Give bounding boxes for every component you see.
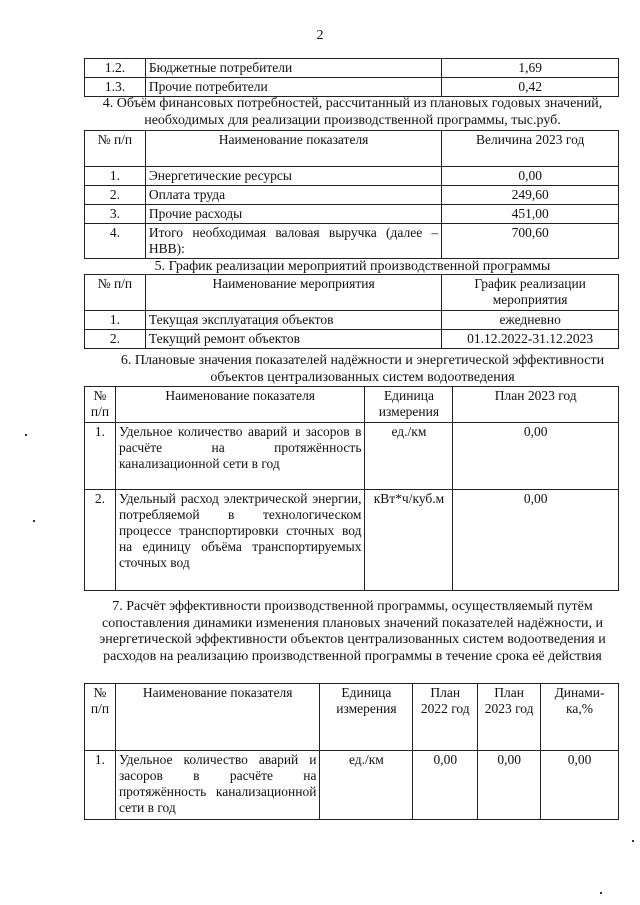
row-plan: 0,00 [453,423,619,490]
row-value: 249,60 [442,186,619,205]
header-unit: Единица измерения [320,684,413,751]
row-name: Удельное количество аварий и засоров в расчёте на протяжённость канализационной сети в год [115,751,320,820]
header-plan: План 2023 год [453,387,619,423]
header-name: Наименование показателя [115,684,320,751]
row-plan2023: 0,00 [478,751,541,820]
header-plan2022: План 2022 год [413,684,478,751]
table-row [85,751,619,820]
row-unit: кВт*ч/куб.м [365,490,453,591]
row-num: 2. [85,186,146,205]
table-row [85,311,619,330]
row-num: 2. [85,490,116,591]
row-num: 4. [85,224,146,259]
table-header-row [85,275,619,311]
header-num: № п/п [85,684,116,751]
table-row [85,78,619,97]
row-plan: 0,00 [453,490,619,591]
table-top [84,58,619,97]
row-name: Текущая эксплуатация объектов [145,311,441,330]
row-schedule: ежедневно [442,311,619,330]
header-name: Наименование показателя [115,387,365,423]
row-name: Прочие расходы [145,205,441,224]
table-row [85,423,619,490]
table-section7 [84,683,619,820]
section4-heading: 4. Объём финансовых потребностей, рассчитанный из плановых годовых значений, необходимых для реализации производственной программы, тыс.руб. [102,96,603,128]
row-num: 2. [85,330,146,349]
row-num: 1.3. [85,78,146,97]
header-num: № п/п [85,275,146,311]
header-value: Величина 2023 год [442,131,619,167]
row-value: 451,00 [442,205,619,224]
header-name: Наименование показателя [145,131,441,167]
row-name: Бюджетные потребители [145,59,441,78]
header-dynamics: Динами-ка,% [541,684,619,751]
table-row [85,330,619,349]
row-value: 1,69 [442,59,619,78]
header-num: № п/п [85,387,116,423]
row-num: 1. [85,751,116,820]
scan-mark [25,434,27,436]
row-unit: ед./км [320,751,413,820]
page-number: 2 [316,28,324,43]
table-row [85,205,619,224]
row-value: 0,42 [442,78,619,97]
header-num: № п/п [85,131,146,167]
row-name: Оплата труда [145,186,441,205]
row-value: 0,00 [442,167,619,186]
header-unit: Единица измерения [365,387,453,423]
row-num: 1. [85,311,146,330]
table-section5 [84,274,619,349]
scan-mark [600,892,602,894]
row-name: Текущий ремонт объектов [145,330,441,349]
table-row [85,59,619,78]
table-section6 [84,386,619,591]
header-plan2023: План 2023 год [478,684,541,751]
header-schedule: График реализации мероприятия [442,275,619,311]
scan-mark [632,840,634,842]
table-section4 [84,130,619,259]
row-num: 1.2. [85,59,146,78]
table-row [85,224,619,259]
section6-heading: 6. Плановые значения показателей надёжности и энергетической эффективности объектов централизованных систем водоотведения [120,353,605,385]
row-name: Энергетические ресурсы [145,167,441,186]
row-name: Прочие потребители [145,78,441,97]
row-plan2022: 0,00 [413,751,478,820]
table-header-row [85,387,619,423]
header-name: Наименование мероприятия [145,275,441,311]
row-num: 3. [85,205,146,224]
table-header-row [85,131,619,167]
row-unit: ед./км [365,423,453,490]
row-name: Удельный расход электрической энергии, потребляемой в технологическом процессе транспортировки сточных вод на единицу объёма транспортируемых сточных вод [115,490,365,591]
row-name: Итого необходимая валовая выручка (далее – НВВ): [145,224,441,259]
table-header-row [85,684,619,751]
section5-heading: 5. График реализации мероприятий производственной программы [154,259,551,274]
table-row [85,490,619,591]
table-row [85,186,619,205]
row-num: 1. [85,423,116,490]
row-num: 1. [85,167,146,186]
table-row [85,167,619,186]
scan-mark [33,520,35,522]
row-value: 700,60 [442,224,619,259]
row-name: Удельное количество аварий и засоров в расчёте на протяжённость канализационной сети в год [115,423,365,490]
row-schedule: 01.12.2022-31.12.2023 [442,330,619,349]
section7-heading: 7. Расчёт эффективности производственной программы, осуществляемый путём сопоставления динамики изменения плановых значений показателей надёжности, и энергетической эффективности объектов централизованных систем водоотведения и расходов на реализацию производственной программы в течение срока её действия [99,599,606,664]
row-dynamics: 0,00 [541,751,619,820]
